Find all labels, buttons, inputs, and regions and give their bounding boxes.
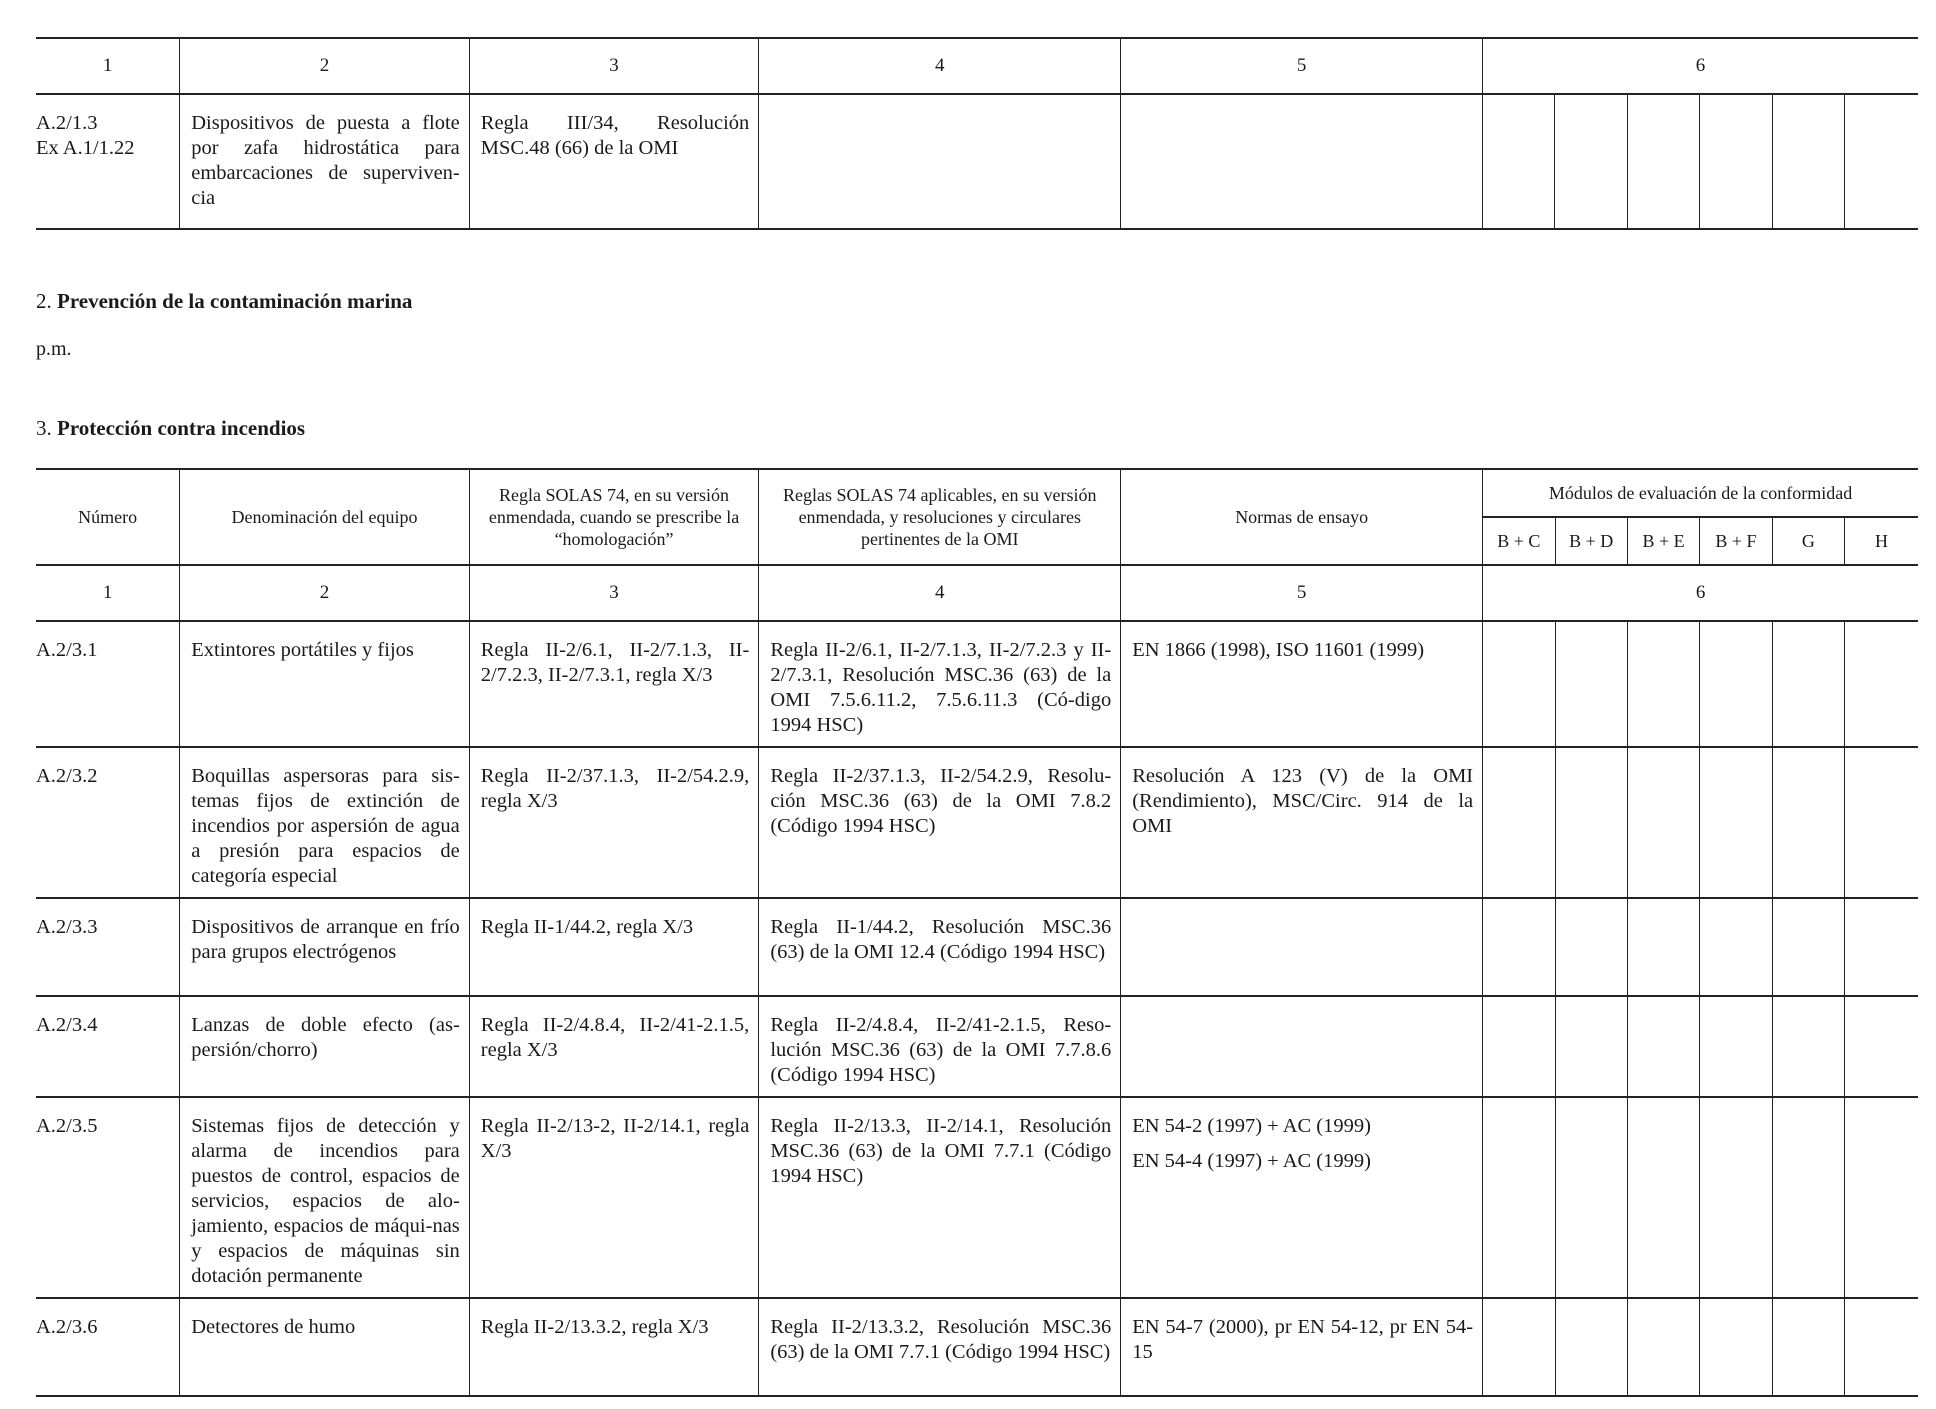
module-cell [1700, 1298, 1772, 1396]
col-number: 5 [1121, 38, 1483, 94]
module-cell [1844, 94, 1918, 229]
cell-denominacion: Boquillas aspersoras para sis-temas fijos de extinción de incendios por aspersión de agua a presión para espacios de categoría especial [180, 747, 470, 898]
module-cell [1772, 94, 1844, 229]
cell-numero: A.2/3.5 [36, 1097, 180, 1298]
module-cell [1627, 94, 1699, 229]
module-cell [1700, 94, 1772, 229]
module-cell [1483, 94, 1555, 229]
module-cell [1845, 1097, 1919, 1298]
cell-reglas-aplicables [759, 94, 1121, 229]
norma-line: EN 54-2 (1997) + AC (1999) [1132, 1115, 1371, 1137]
header-denominacion: Denominación del equipo [180, 469, 470, 565]
section-note: p.m. [36, 338, 72, 360]
section-title: Protección contra incendios [57, 416, 306, 440]
cell-denominacion: Dispositivos de arranque en frío para grupos electrógenos [180, 898, 470, 996]
cell-regla: Regla II-1/44.2, regla X/3 [469, 898, 759, 996]
module-cell [1627, 1097, 1699, 1298]
module-cell [1483, 1298, 1555, 1396]
section-number: 2. [36, 289, 52, 313]
column-number-row [36, 565, 1918, 621]
header-regla: Regla SOLAS 74, en su versión enmendada, cuando se prescribe la “homologación” [469, 469, 759, 565]
cell-regla: Regla II-2/13.3.2, regla X/3 [469, 1298, 759, 1396]
module-cell [1700, 898, 1772, 996]
col-number: 2 [180, 565, 470, 621]
col-number: 6 [1483, 38, 1918, 94]
module-cell [1772, 1298, 1844, 1396]
cell-reglas-aplicables: Regla II-2/6.1, II-2/7.1.3, II-2/7.2.3 y II-2/7.3.1, Resolución MSC.36 (63) de la OMI 7.5.6.11.2, 7.5.6.11.3 (Có-digo 1994 HSC) [759, 621, 1121, 747]
cell-denominacion: Dispositivos de puesta a flote por zafa hidrostática para embarcaciones de superviven-cia [180, 94, 470, 229]
module-cell [1555, 898, 1627, 996]
module-cell [1772, 747, 1844, 898]
cell-numero: A.2/3.1 [36, 621, 180, 747]
cell-regla: Regla II-2/13-2, II-2/14.1, regla X/3 [469, 1097, 759, 1298]
module-cell [1555, 1097, 1627, 1298]
table-row [36, 1298, 1918, 1396]
module-cell [1845, 747, 1919, 898]
header-reglas-aplicables: Reglas SOLAS 74 aplicables, en su versión enmendada, y resoluciones y circulares pertinentes de la OMI [759, 469, 1121, 565]
module-cell [1845, 996, 1919, 1097]
module-cell [1483, 898, 1555, 996]
table-lifesaving-continuation [36, 37, 1918, 230]
norma-line: Resolución A 123 (V) de la OMI (Rendimiento), MSC/Circ. 914 de la OMI [1132, 765, 1474, 837]
header-module: H [1845, 517, 1919, 565]
module-cell [1772, 898, 1844, 996]
col-number: 6 [1483, 565, 1918, 621]
module-cell [1627, 1298, 1699, 1396]
cell-normas [1121, 747, 1483, 898]
table-fire-protection [36, 468, 1918, 1397]
header-row [36, 469, 1918, 517]
cell-numero: A.2/3.4 [36, 996, 180, 1097]
module-cell [1700, 996, 1772, 1097]
cell-numero [36, 94, 180, 229]
cell-numero: A.2/3.3 [36, 898, 180, 996]
col-number: 4 [759, 38, 1121, 94]
cell-reglas-aplicables: Regla II-2/4.8.4, II-2/41-2.1.5, Reso-lución MSC.36 (63) de la OMI 7.7.8.6 (Código 1994 HSC) [759, 996, 1121, 1097]
module-cell [1772, 1097, 1844, 1298]
header-module: B + E [1627, 517, 1699, 565]
table-row [36, 621, 1918, 747]
module-cell [1555, 1298, 1627, 1396]
header-module: B + C [1483, 517, 1555, 565]
module-cell [1483, 621, 1555, 747]
module-cell [1555, 94, 1627, 229]
cell-regla: Regla II-2/6.1, II-2/7.1.3, II-2/7.2.3, II-2/7.3.1, regla X/3 [469, 621, 759, 747]
cell-normas [1121, 898, 1483, 996]
col-number: 1 [36, 38, 180, 94]
module-cell [1627, 747, 1699, 898]
cell-normas [1121, 996, 1483, 1097]
module-cell [1555, 621, 1627, 747]
col-number: 3 [469, 565, 759, 621]
cell-reglas-aplicables: Regla II-2/37.1.3, II-2/54.2.9, Resolu-ción MSC.36 (63) de la OMI 7.8.2 (Código 1994 HSC) [759, 747, 1121, 898]
module-cell [1627, 996, 1699, 1097]
module-cell [1772, 996, 1844, 1097]
col-number: 5 [1121, 565, 1483, 621]
col-number: 3 [469, 38, 759, 94]
cell-numero: A.2/3.2 [36, 747, 180, 898]
cell-reglas-aplicables: Regla II-1/44.2, Resolución MSC.36 (63) de la OMI 12.4 (Código 1994 HSC) [759, 898, 1121, 996]
cell-regla: Regla II-2/37.1.3, II-2/54.2.9, regla X/3 [469, 747, 759, 898]
module-cell [1700, 621, 1772, 747]
module-cell [1555, 747, 1627, 898]
cell-normas [1121, 94, 1483, 229]
header-module: B + F [1700, 517, 1772, 565]
col-number: 4 [759, 565, 1121, 621]
module-cell [1845, 1298, 1919, 1396]
header-numero: Número [36, 469, 180, 565]
section-number: 3. [36, 416, 52, 440]
cell-denominacion: Sistemas fijos de detección y alarma de incendios para puestos de control, espacios de servicios, espacios de alo-jamiento, espacios de máqui-nas y espacios de máquinas sin dotación permanente [180, 1097, 470, 1298]
cell-normas [1121, 1298, 1483, 1396]
cell-reglas-aplicables: Regla II-2/13.3.2, Resolución MSC.36 (63) de la OMI 7.7.1 (Código 1994 HSC) [759, 1298, 1121, 1396]
table-row [36, 996, 1918, 1097]
module-cell [1483, 996, 1555, 1097]
header-module: G [1772, 517, 1844, 565]
header-normas: Normas de ensayo [1121, 469, 1483, 565]
cell-normas [1121, 1097, 1483, 1298]
numero-line: A.2/1.3 [36, 112, 98, 134]
header-module: B + D [1555, 517, 1627, 565]
cell-regla: Regla III/34, Resolución MSC.48 (66) de la OMI [469, 94, 759, 229]
cell-denominacion: Detectores de humo [180, 1298, 470, 1396]
module-cell [1845, 621, 1919, 747]
col-number: 2 [180, 38, 470, 94]
cell-reglas-aplicables: Regla II-2/13.3, II-2/14.1, Resolución MSC.36 (63) de la OMI 7.7.1 (Código 1994 HSC) [759, 1097, 1121, 1298]
module-cell [1700, 1097, 1772, 1298]
section-heading-3 [36, 416, 305, 441]
norma-line: EN 1866 (1998), ISO 11601 (1999) [1132, 639, 1425, 661]
cell-regla: Regla II-2/4.8.4, II-2/41-2.1.5, regla X/3 [469, 996, 759, 1097]
module-cell [1700, 747, 1772, 898]
module-cell [1627, 621, 1699, 747]
numero-line: Ex A.1/1.22 [36, 137, 135, 159]
table-row [36, 94, 1918, 229]
column-number-row [36, 38, 1918, 94]
cell-denominacion: Extintores portátiles y fijos [180, 621, 470, 747]
cell-denominacion: Lanzas de doble efecto (as-persión/chorro) [180, 996, 470, 1097]
module-cell [1483, 1097, 1555, 1298]
norma-line: EN 54-7 (2000), pr EN 54-12, pr EN 54-15 [1132, 1316, 1474, 1363]
cell-numero: A.2/3.6 [36, 1298, 180, 1396]
module-cell [1555, 996, 1627, 1097]
module-cell [1627, 898, 1699, 996]
norma-line: EN 54-4 (1997) + AC (1999) [1132, 1150, 1371, 1172]
section-title: Prevención de la contaminación marina [57, 289, 413, 313]
module-cell [1845, 898, 1919, 996]
cell-normas [1121, 621, 1483, 747]
module-cell [1483, 747, 1555, 898]
header-modulos: Módulos de evaluación de la conformidad [1483, 469, 1918, 517]
table-row [36, 747, 1918, 898]
table-row [36, 1097, 1918, 1298]
module-cell [1772, 621, 1844, 747]
table-row [36, 898, 1918, 996]
col-number: 1 [36, 565, 180, 621]
section-heading-2 [36, 289, 412, 314]
